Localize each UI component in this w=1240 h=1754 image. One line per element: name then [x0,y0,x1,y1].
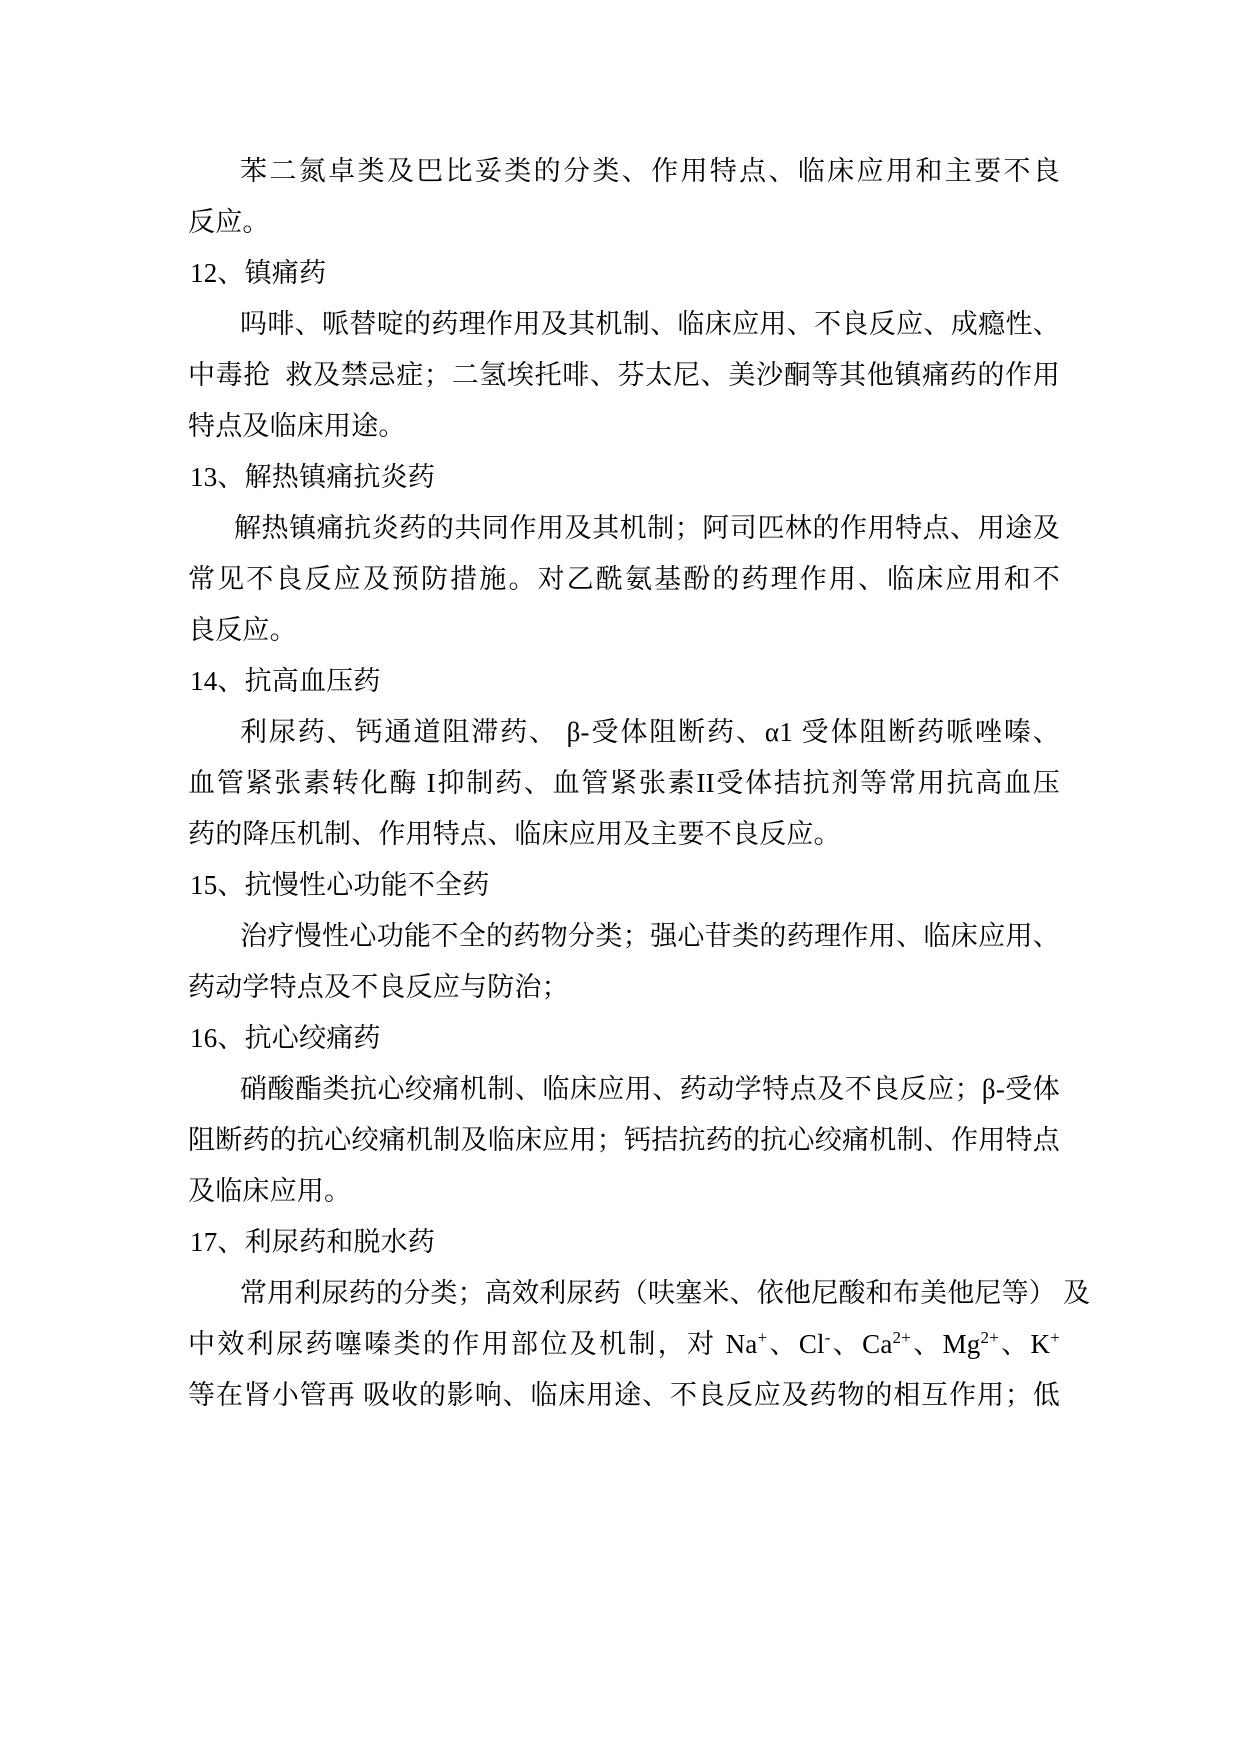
document-page [188,146,1091,1421]
separator: 、 [999,1329,1031,1359]
paragraph-line: 血管紧张素转化酶 I抑制药、血管紧张素II受体拮抗剂等常用抗高血压 [188,768,1060,798]
ion-magnesium [943,1329,999,1359]
paragraph-line: 特点及临床用途。 [188,411,406,441]
separator: 、 [767,1329,799,1359]
paragraph-line: 解热镇痛抗炎药的共同作用及其机制；阿司匹林的作用特点、用途及 [234,513,1060,543]
paragraph-line: 吗啡、哌替啶的药理作用及其机制、临床应用、不良反应、成瘾性、 [240,309,1060,339]
paragraph-line: 硝酸酯类抗心绞痛机制、临床应用、药动学特点及不良反应；β-受体 [240,1074,1060,1104]
ion-symbol: K [1030,1329,1051,1359]
paragraph-line: 良反应。 [188,615,297,645]
ion-symbol: Ca [862,1329,893,1359]
section-heading-16: 16、抗心绞痛药 [190,1023,381,1053]
paragraph-line: 阻断药的抗心绞痛机制及临床应用；钙拮抗药的抗心绞痛机制、作用特点 [188,1125,1060,1155]
ion-symbol: Cl [798,1329,825,1359]
paragraph-line: 常见不良反应及预防措施。对乙酰氨基酚的药理作用、临床应用和不 [188,564,1060,594]
ion-sodium [726,1329,768,1359]
ion-charge: + [757,1328,768,1347]
section-heading-12: 12、镇痛药 [190,258,327,288]
text-fragment: 中效利尿药噻嗪类的作用部位及机制，对 [188,1329,726,1359]
ion-chloride [799,1329,831,1359]
paragraph-line: 药的降压机制、作用特点、临床应用及主要不良反应。 [188,819,841,849]
ion-charge: + [1050,1328,1061,1347]
ion-charge: 2+ [980,1328,999,1347]
ion-symbol: Mg [942,1329,981,1359]
text-fragment: 中毒抢 [188,360,272,390]
paragraph-line: 苯二氮卓类及巴比妥类的分类、作用特点、临床应用和主要不良 [240,156,1060,186]
ion-calcium [862,1329,911,1359]
paragraph-line: 药动学特点及不良反应与防治； [188,972,569,1002]
paragraph-line: 等在肾小管再 吸收的影响、临床用途、不良反应及药物的相互作用；低 [188,1380,1060,1410]
paragraph-line: 反应。 [188,207,270,237]
ion-potassium [1031,1329,1061,1359]
ion-charge: 2+ [892,1328,912,1347]
paragraph-line: 治疗慢性心功能不全的药物分类；强心苷类的药理作用、临床应用、 [240,921,1060,951]
separator: 、 [911,1329,943,1359]
ion-symbol: Na [725,1329,758,1359]
paragraph-line [188,350,1060,401]
section-heading-14: 14、抗高血压药 [190,666,381,696]
paragraph-line-ions [188,1319,1060,1370]
section-heading-17: 17、利尿药和脱水药 [190,1227,435,1257]
section-heading-13: 13、解热镇痛抗炎药 [190,462,435,492]
text-fragment: 救及禁忌症；二氢埃托啡、芬太尼、美沙酮等其他镇痛药的作用 [285,360,1060,390]
separator: 、 [830,1329,863,1359]
paragraph-line: 利尿药、钙通道阻滞药、 β-受体阻断药、α1 受体阻断药哌唑嗪、 [240,717,1060,747]
paragraph-line: 常用利尿药的分类；高效利尿药（呋塞米、依他尼酸和布美他尼等） 及 [240,1278,1091,1308]
ion-charge: - [824,1328,831,1347]
paragraph-line: 及临床应用。 [188,1176,352,1206]
section-heading-15: 15、抗慢性心功能不全药 [190,870,490,900]
